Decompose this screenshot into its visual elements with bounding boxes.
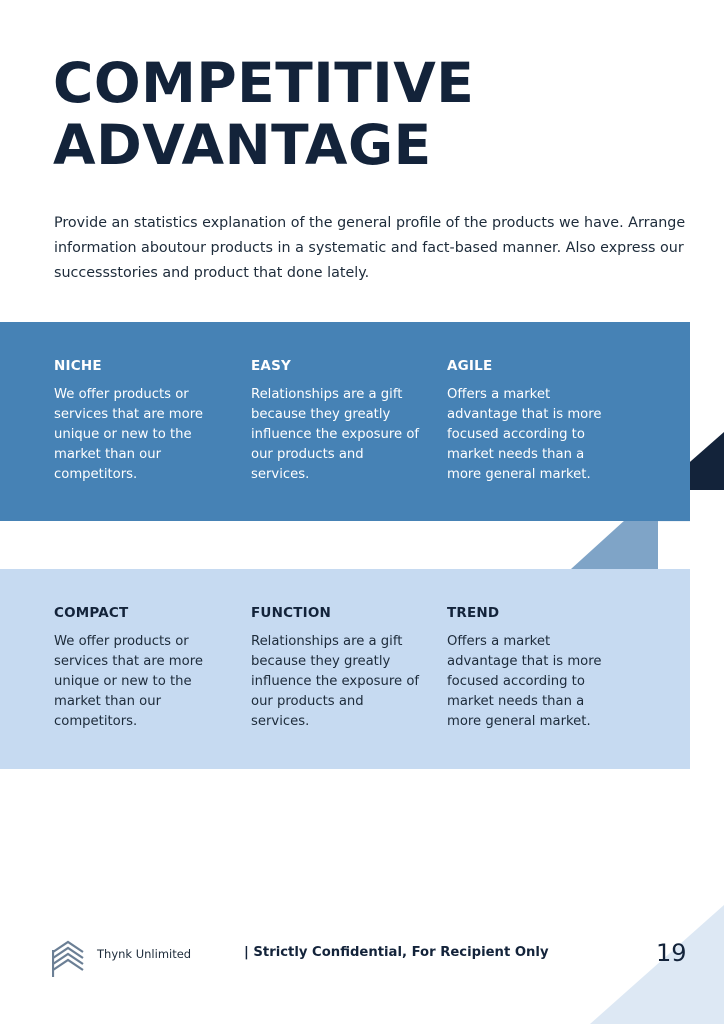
feature-body: Offers a market advantage that is more focused according to market needs than a more general market. [447, 387, 602, 482]
feature-heading: EASY [251, 358, 291, 374]
feature-niche [54, 358, 229, 485]
feature-heading: TREND [447, 605, 500, 621]
page-title [53, 52, 474, 176]
feature-body: Relationships are a gift because they greatly influence the exposure of our products and services. [251, 634, 420, 729]
page-number: 19 [656, 939, 687, 967]
bottom-feature-band [0, 569, 690, 769]
feature-compact [54, 605, 229, 732]
feature-trend [447, 605, 622, 732]
title-line-2: ADVANTAGE [53, 113, 432, 177]
feature-heading: COMPACT [54, 605, 129, 621]
top-feature-band [0, 322, 690, 521]
feature-function [251, 605, 426, 732]
intro-paragraph: Provide an statistics explanation of the general profile of the products we have. Arrange information aboutour products in a systematic and fact-based manner. Also express our successstories and product that done lately. [54, 215, 686, 281]
feature-body: We offer products or services that are more unique or new to the market than our competitors. [54, 634, 203, 729]
feature-body: We offer products or services that are more unique or new to the market than our competitors. [54, 387, 203, 482]
feature-heading: NICHE [54, 358, 102, 374]
feature-body: Relationships are a gift because they greatly influence the exposure of our products and services. [251, 387, 420, 482]
feature-body: Offers a market advantage that is more focused according to market needs than a more general market. [447, 634, 602, 729]
feature-agile [447, 358, 622, 485]
title-line-1: COMPETITIVE [53, 51, 475, 115]
feature-heading: FUNCTION [251, 605, 331, 621]
feature-easy [251, 358, 426, 485]
feature-heading: AGILE [447, 358, 493, 374]
confidentiality-notice: | Strictly Confidential, For Recipient Only [244, 945, 549, 960]
company-name: Thynk Unlimited [97, 947, 192, 961]
company-logo-icon [52, 940, 84, 978]
